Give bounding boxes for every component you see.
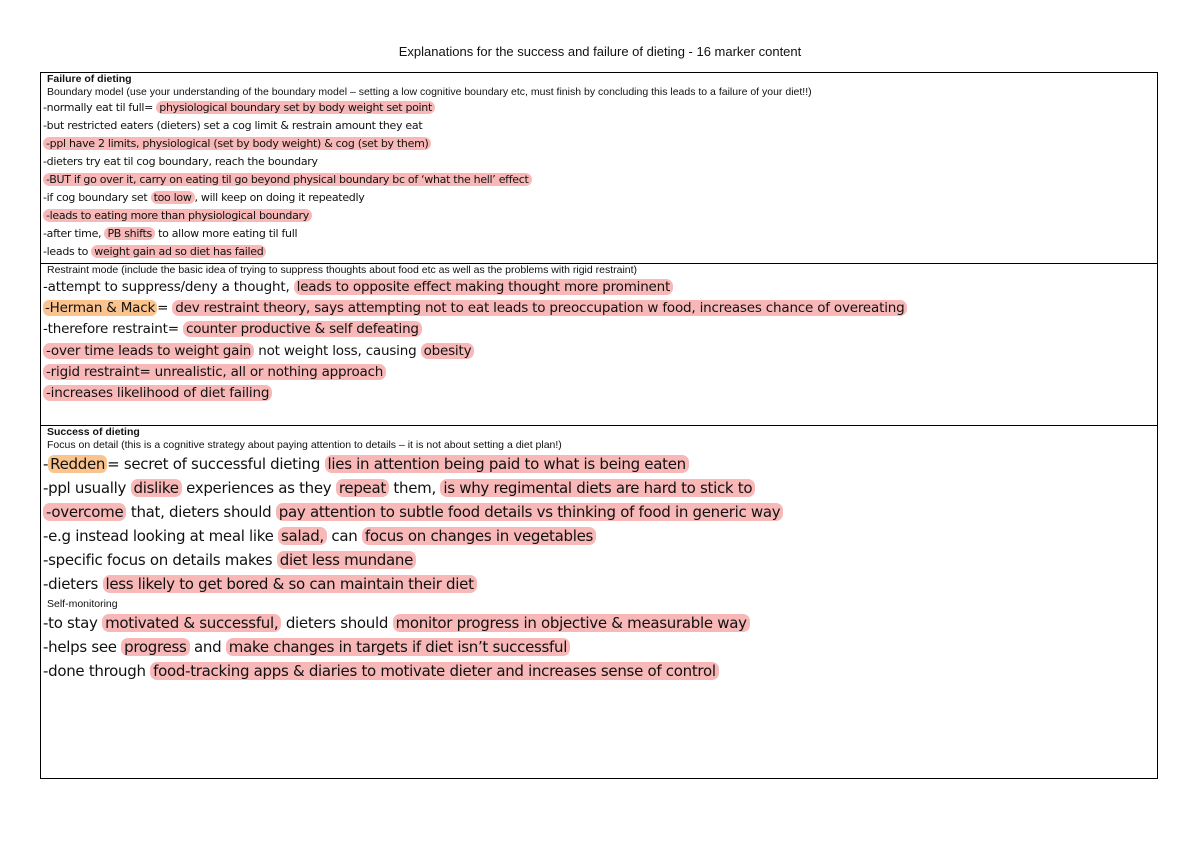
note-line: -therefore restraint= counter productive & self defeating <box>41 319 1157 340</box>
success-heading: Success of dieting <box>47 426 140 438</box>
note-line: -leads to weight gain ad so diet has failed <box>41 243 1157 261</box>
note-line: -after time, PB shifts to allow more eating til full <box>43 227 298 240</box>
note-line: -if cog boundary set too low , will keep on doing it repeatedly <box>43 191 365 204</box>
note-line: -rigid restraint= unrealistic, all or nothing approach <box>41 362 1157 383</box>
note-line: -specific focus on details makes diet less mundane <box>41 548 1157 572</box>
note-line: -overcome that, dieters should pay attention to subtle food details vs thinking of food in generic way <box>41 500 1157 524</box>
failure-heading: Failure of dieting <box>47 73 132 85</box>
note-line: -leads to eating more than physiological boundary <box>41 207 1157 225</box>
note-line: -but restricted eaters (dieters) set a cog limit & restrain amount they eat <box>43 119 423 132</box>
note-line: -BUT if go over it, carry on eating til go beyond physical boundary bc of ‘what the hell’ effect <box>41 171 1157 189</box>
focus-on-detail-subheading: Focus on detail (this is a cognitive strategy about paying attention to details – it is not about setting a diet plan!) <box>47 439 562 451</box>
restraint-subheading: Restraint mode (include the basic idea of trying to suppress thoughts about food etc as well as the problems with rigid restraint) <box>47 264 638 276</box>
page-title: Explanations for the success and failure of dieting - 16 marker content <box>398 44 802 59</box>
note-line: -Herman & Mack = dev restraint theory, says attempting not to eat leads to preoccupation w food, increases chance of overeating <box>41 298 1157 319</box>
note-line: -ppl have 2 limits, physiological (set by body weight) & cog (set by them) <box>41 135 1157 153</box>
note-line: -dieters less likely to get bored & so can maintain their diet <box>41 572 1157 596</box>
note-line: -e.g instead looking at meal like salad, can focus on changes in vegetables <box>41 524 1157 548</box>
success-of-dieting-section <box>40 426 1158 779</box>
restraint-mode-section <box>40 264 1158 426</box>
boundary-model-subheading: Boundary model (use your understanding of the boundary model – setting a low cognitive boundary etc, must finish by concluding this leads to a failure of your diet!!) <box>47 86 812 98</box>
note-line: -increases likelihood of diet failing <box>41 383 1157 404</box>
note-line: -done through food-tracking apps & diaries to motivate dieter and increases sense of control <box>41 659 1157 683</box>
note-line: -ppl usually dislike experiences as they repeat them, is why regimental diets are hard to stick to <box>41 476 1157 500</box>
note-line: -attempt to suppress/deny a thought, leads to opposite effect making thought more prominent <box>41 277 1157 298</box>
note-line: -dieters try eat til cog boundary, reach the boundary <box>43 155 318 168</box>
note-line: -normally eat til full= physiological boundary set by body weight set point <box>41 99 1157 117</box>
note-line: -to stay motivated & successful, dieters should monitor progress in objective & measurable way <box>41 611 1157 635</box>
note-line: -over time leads to weight gain not weight loss, causing obesity <box>41 341 1157 362</box>
note-line: - Redden = secret of successful dieting lies in attention being paid to what is being eaten <box>41 452 1157 476</box>
failure-of-dieting-section <box>40 72 1158 264</box>
self-monitoring-subheading: Self-monitoring <box>47 598 118 610</box>
note-line: -helps see progress and make changes in targets if diet isn’t successful <box>41 635 1157 659</box>
